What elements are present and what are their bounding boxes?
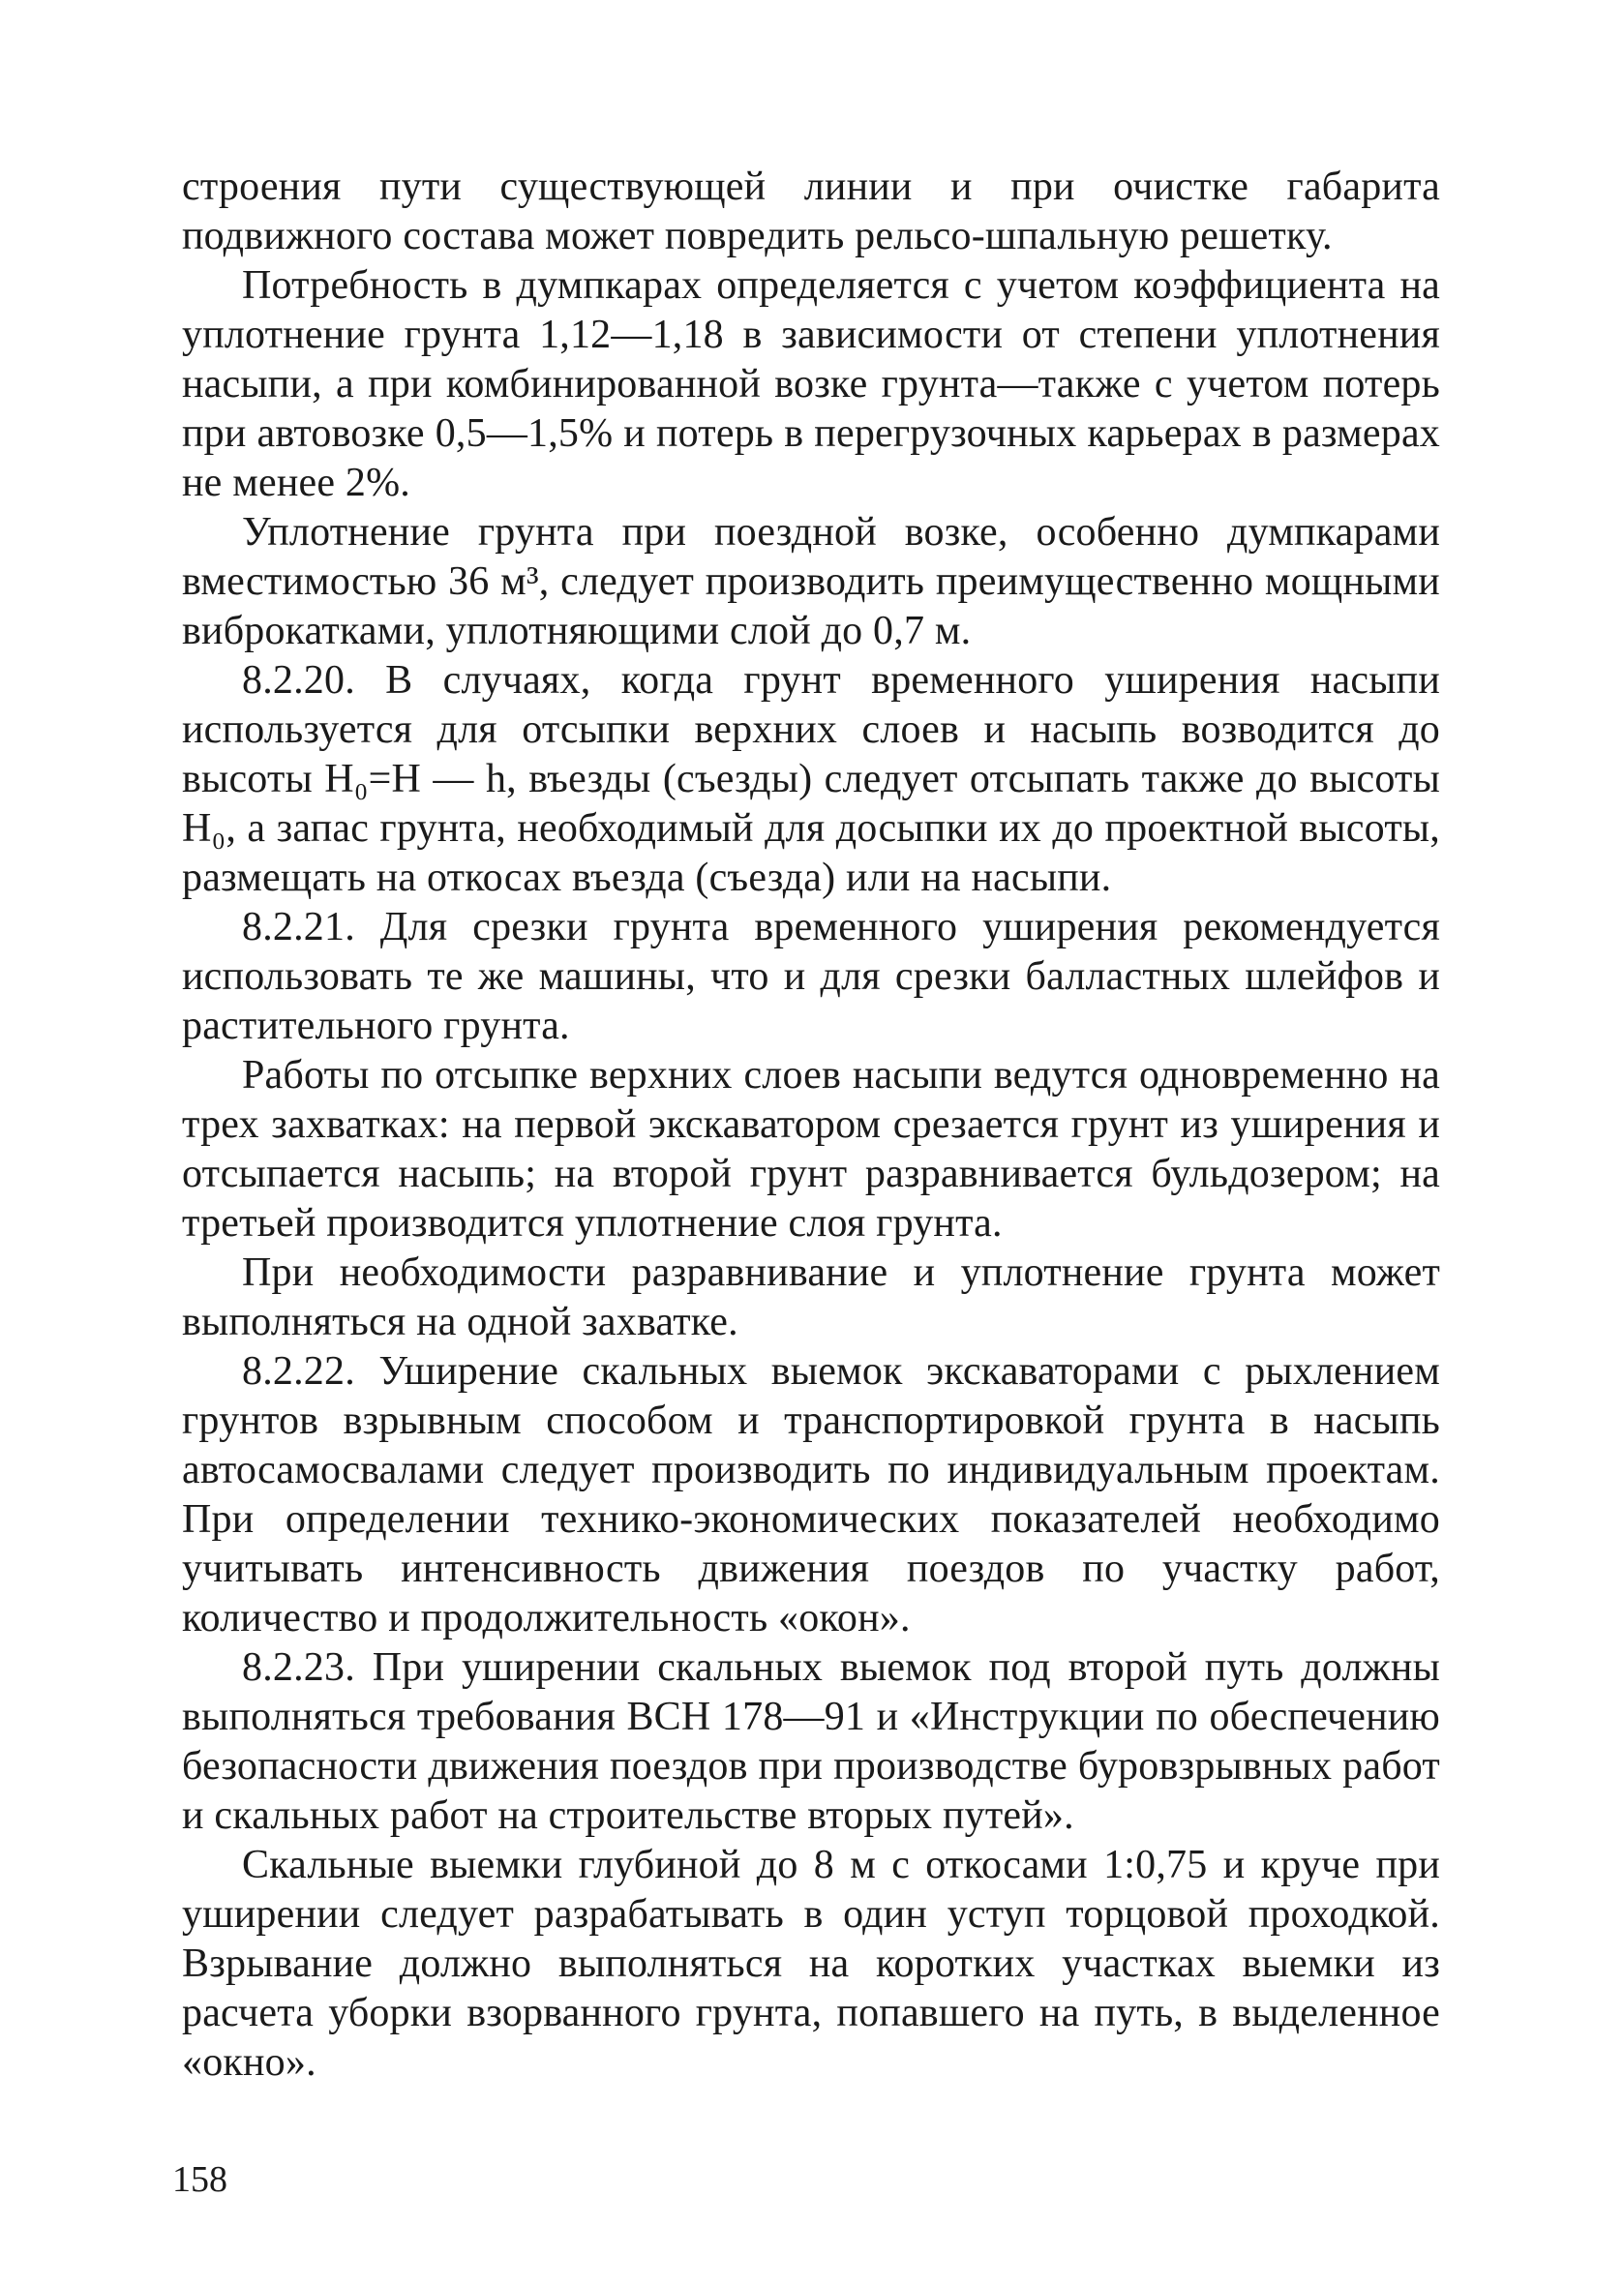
paragraph-8-2-23: 8.2.23. При уширении скальных выемок под второй путь должны выполняться требования ВСН 178—91 и «Инструкции по обеспечению безопасности движения поездов при производстве буровзрывных работ и скальных работ на строительстве вторых путей».	[182, 1645, 1440, 1838]
paragraph-8-2-20: 8.2.20. В случаях, когда грунт временного уширения насыпи используется для отсыпки верхних слоев и насыпь возводится до высоты H₀=H — h, въезды (съезды) следует отсыпать также до высоты H₀, а запас грунта, необходимый для досыпки их до проектной высоты, размещать на откосах въезда (съезда) или на насыпи.	[182, 658, 1440, 900]
paragraph-continuation: строения пути существующей линии и при очистке габарита подвижного состава может повредить рельсо-шпальную решетку.	[182, 165, 1440, 258]
body-text	[182, 163, 1440, 2088]
paragraph-rock-cuts: Скальные выемки глубиной до 8 м с откосами 1:0,75 и круче при уширении следует разрабатывать в один уступ торцовой проходкой. Взрывание должно выполняться на коротких участках выемки из расчета уборки взорванного грунта, попавшего на путь, в выделенное «окно».	[182, 1843, 1440, 2085]
paragraph-upper-layers-works: Работы по отсыпке верхних слоев насыпи ведутся одновременно на трех захватках: на первой экскаватором срезается грунт из уширения и отсыпается насыпь; на второй грунт разравнивается бульдозером; на третьей производится уплотнение слоя грунта.	[182, 1053, 1440, 1246]
paragraph-leveling: При необходимости разравнивание и уплотнение грунта может выполняться на одной захватке.	[182, 1250, 1440, 1344]
paragraph-8-2-21: 8.2.21. Для срезки грунта временного уширения рекомендуется использовать те же машины, что и для срезки балластных шлейфов и растительного грунта.	[182, 905, 1440, 1048]
page-number: 158	[172, 2159, 227, 2200]
paragraph-soil-compaction: Уплотнение грунта при поездной возке, особенно думпкарами вместимостью 36 м³, следует производить преимущественно мощными виброкатками, уплотняющими слой до 0,7 м.	[182, 510, 1440, 653]
paragraph-dumpcar-demand: Потребность в думпкарах определяется с учетом коэффициента на уплотнение грунта 1,12—1,18 в зависимости от степени уплотнения насыпи, а при комбинированной возке грунта—также с учетом потерь при автовозке 0,5—1,5% и потерь в перегрузочных карьерах в размерах не менее 2%.	[182, 263, 1440, 505]
paragraph-8-2-22: 8.2.22. Уширение скальных выемок экскаваторами с рыхлением грунтов взрывным способом и транспортировкой грунта в насыпь автосамосвалами следует производить по индивидуальным проектам. При определении технико-экономических показателей необходимо учитывать интенсивность движения поездов по участку работ, количество и продолжительность «окон».	[182, 1349, 1440, 1640]
